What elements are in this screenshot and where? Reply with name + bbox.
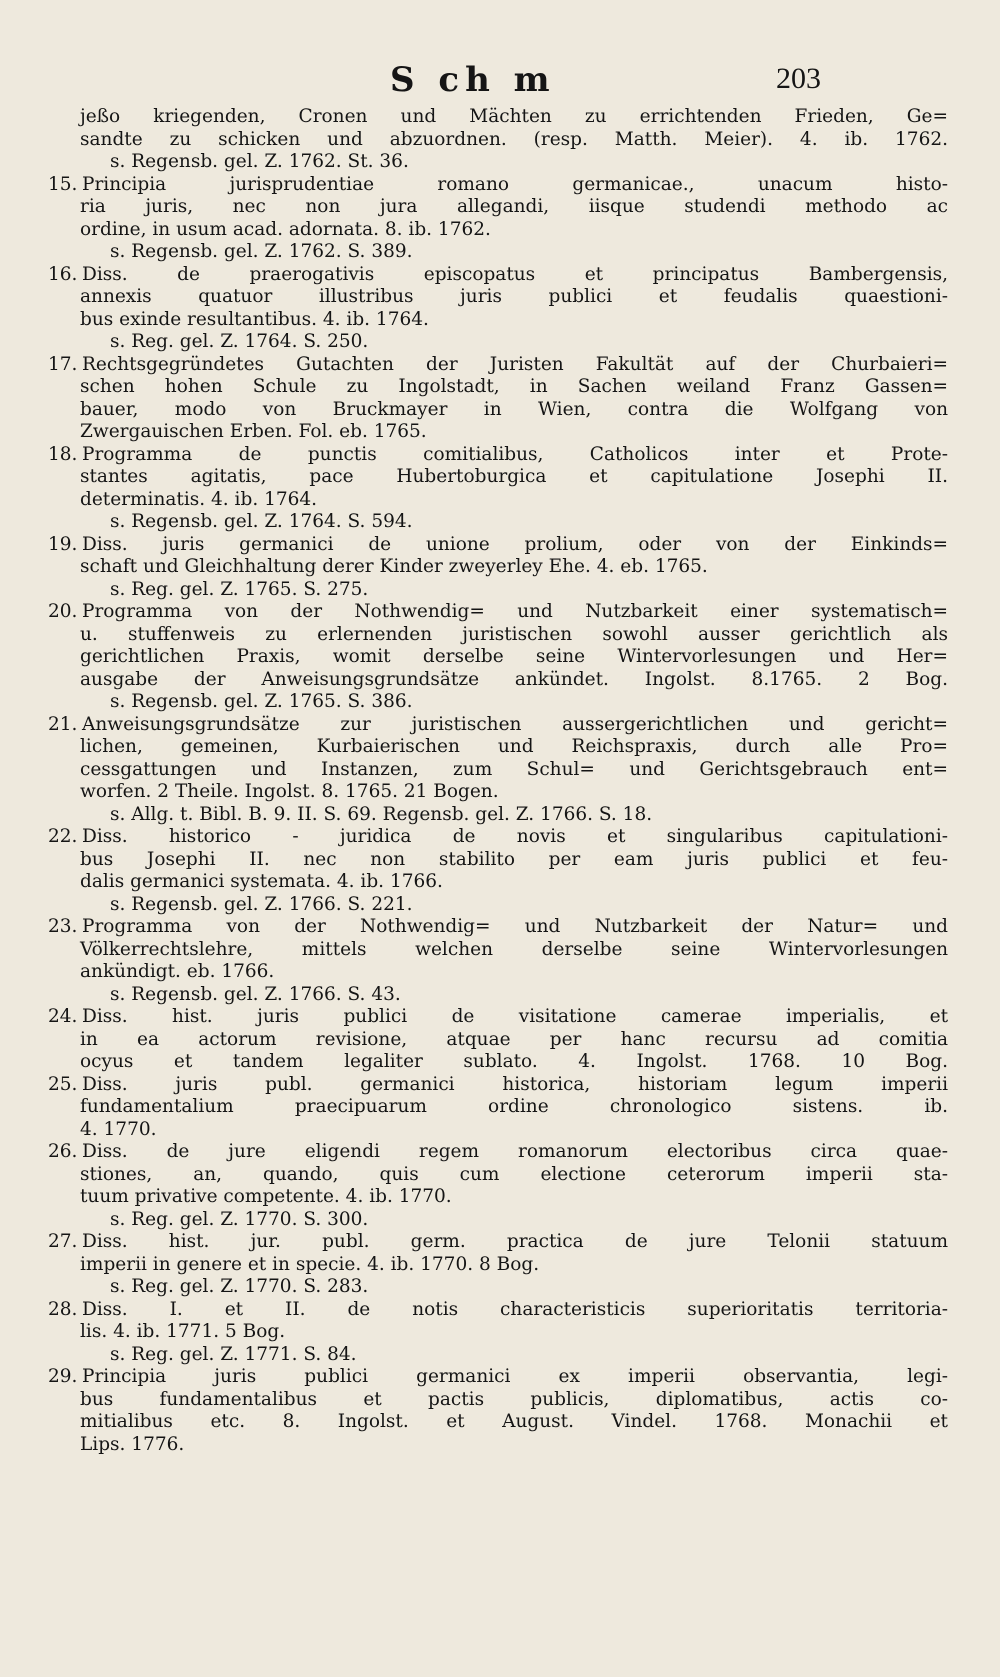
entry-number: 23. xyxy=(48,916,78,937)
entry-line xyxy=(48,421,948,444)
entry-line xyxy=(48,669,948,692)
entry-line xyxy=(48,939,948,962)
line-text: tuum privative competente. 4. ib. 1770. xyxy=(80,1186,452,1207)
line-text: Programma de punctis comitialibus, Catholicos inter et Prote- xyxy=(82,443,948,465)
line-text: ankündigt. eb. 1766. xyxy=(80,961,275,982)
entry-line xyxy=(48,309,948,332)
line-text: 4. 1770. xyxy=(80,1118,157,1140)
line-text: Diss. historico - juridica de novis et singularibus capitulationi- xyxy=(82,826,948,847)
line-text: fundamentalium praecipuarum ordine chronologico sistens. ib. xyxy=(80,1096,948,1117)
entry-number: 29. xyxy=(48,1366,78,1387)
entry-line xyxy=(48,399,948,422)
entry-number: 28. xyxy=(48,1298,78,1320)
line-text: schaft und Gleichhaltung derer Kinder zweyerley Ehe. 4. eb. 1765. xyxy=(80,556,708,577)
line-text: lichen, gemeinen, Kurbaierischen und Reichspraxis, durch alle Pro= xyxy=(80,736,948,757)
entry-line xyxy=(48,286,948,309)
line-text: bus exinde resultantibus. 4. ib. 1764. xyxy=(80,308,429,330)
page-number: 203 xyxy=(776,62,821,95)
line-text: Diss. hist. jur. publ. germ. practica de jure Telonii statuum xyxy=(82,1231,948,1252)
entry-first-line xyxy=(48,264,948,287)
line-text: mitialibus etc. 8. Ingolst. et August. Vindel. 1768. Monachii et xyxy=(80,1411,948,1432)
line-text: s. Allg. t. Bibl. B. 9. II. S. 69. Regensb. gel. Z. 1766. S. 18. xyxy=(110,803,653,825)
line-text: Zwergauischen Erben. Fol. eb. 1765. xyxy=(80,421,427,442)
entry-number: 16. xyxy=(48,263,78,285)
entry-number: 17. xyxy=(48,353,78,375)
entry-number: 27. xyxy=(48,1231,78,1252)
review-citation xyxy=(48,984,948,1007)
line-text: Diss. juris germanici de unione prolium, oder von der Einkinds= xyxy=(82,533,948,555)
page-header xyxy=(0,60,1000,110)
entry-first-line xyxy=(48,1299,948,1322)
entry-line xyxy=(48,466,948,489)
line-text: ria juris, nec non jura allegandi, iisque studendi methodo ac xyxy=(80,196,948,217)
review-citation xyxy=(48,151,948,174)
entry-first-line xyxy=(48,1006,948,1029)
review-citation xyxy=(48,331,948,354)
entry-number: 21. xyxy=(48,713,78,735)
review-citation xyxy=(48,894,948,917)
entry-first-line xyxy=(48,714,948,737)
entry-first-line xyxy=(48,534,948,557)
entry-line xyxy=(48,1411,948,1434)
entry-line xyxy=(48,106,948,129)
review-citation xyxy=(48,1276,948,1299)
entry-first-line xyxy=(48,826,948,849)
entry-line xyxy=(48,1186,948,1209)
line-text: Programma von der Nothwendig= und Nutzbarkeit einer systematisch= xyxy=(82,601,948,622)
entry-line xyxy=(48,759,948,782)
line-text: bauer, modo von Bruckmayer in Wien, contra die Wolfgang von xyxy=(80,398,948,420)
entry-line xyxy=(48,1321,948,1344)
entry-first-line xyxy=(48,1074,948,1097)
line-text: Völkerrechtslehre, mittels welchen derselbe seine Wintervorlesungen xyxy=(80,938,948,960)
line-text: Programma von der Nothwendig= und Nutzbarkeit der Natur= und xyxy=(82,916,948,937)
entry-first-line xyxy=(48,1141,948,1164)
review-citation xyxy=(48,1344,948,1367)
entry-number: 25. xyxy=(48,1073,78,1095)
line-text: s. Regensb. gel. Z. 1762. S. 389. xyxy=(110,241,413,262)
entry-number: 26. xyxy=(48,1141,78,1162)
line-text: Anweisungsgrundsätze zur juristischen aussergerichtlichen und gericht= xyxy=(82,713,948,735)
review-citation xyxy=(48,511,948,534)
line-text: s. Regensb. gel. Z. 1762. St. 36. xyxy=(110,151,409,172)
line-text: in ea actorum revisione, atquae per hanc recursu ad comitia xyxy=(80,1028,948,1050)
line-text: s. Regensb. gel. Z. 1765. S. 386. xyxy=(110,691,413,712)
entry-line xyxy=(48,1164,948,1187)
line-text: determinatis. 4. ib. 1764. xyxy=(80,488,318,510)
line-text: s. Reg. gel. Z. 1764. S. 250. xyxy=(110,331,369,352)
line-text: s. Reg. gel. Z. 1765. S. 275. xyxy=(110,578,369,600)
entry-line xyxy=(48,961,948,984)
entry-line xyxy=(48,1434,948,1457)
entry-first-line xyxy=(48,444,948,467)
line-text: s. Regensb. gel. Z. 1766. S. 43. xyxy=(110,983,401,1005)
entry-line xyxy=(48,1254,948,1277)
line-text: lis. 4. ib. 1771. 5 Bog. xyxy=(80,1321,286,1342)
review-citation xyxy=(48,241,948,264)
entry-line xyxy=(48,624,948,647)
entry-line xyxy=(48,1029,948,1052)
entry-line xyxy=(48,1051,948,1074)
line-text: s. Reg. gel. Z. 1770. S. 283. xyxy=(110,1276,369,1297)
line-text: Lips. 1776. xyxy=(80,1433,185,1455)
line-text: annexis quatuor illustribus juris publici et feudalis quaestioni- xyxy=(80,286,948,307)
line-text: s. Reg. gel. Z. 1771. S. 84. xyxy=(110,1343,357,1365)
line-text: Rechtsgegründetes Gutachten der Juristen Fakultät auf der Churbaieri= xyxy=(82,353,948,375)
entry-line xyxy=(48,489,948,512)
entry-line xyxy=(48,1389,948,1412)
line-text: dalis germanici systemata. 4. ib. 1766. xyxy=(80,871,443,892)
entry-number: 15. xyxy=(48,173,78,195)
line-text: ocyus et tandem legaliter sublato. 4. Ingolst. 1768. 10 Bog. xyxy=(80,1051,948,1072)
line-text: s. Regensb. gel. Z. 1766. S. 221. xyxy=(110,893,413,915)
review-citation xyxy=(48,1209,948,1232)
entry-first-line xyxy=(48,916,948,939)
line-text: ordine, in usum acad. adornata. 8. ib. 1762. xyxy=(80,218,491,240)
review-citation xyxy=(48,691,948,714)
review-citation xyxy=(48,804,948,827)
entry-line xyxy=(48,129,948,152)
line-text: Diss. de praerogativis episcopatus et principatus Bambergensis, xyxy=(82,263,948,285)
entry-line xyxy=(48,376,948,399)
entry-number: 20. xyxy=(48,601,78,622)
entry-line xyxy=(48,736,948,759)
line-text: u. stuffenweis zu erlernenden juristischen sowohl ausser gerichtlich als xyxy=(80,623,948,645)
entry-first-line xyxy=(48,354,948,377)
entry-first-line xyxy=(48,601,948,624)
line-text: jeßo kriegenden, Cronen und Mächten zu errichtenden Frieden, Ge= xyxy=(80,106,948,127)
line-text: Diss. hist. juris publici de visitatione camerae imperialis, et xyxy=(82,1006,948,1027)
entry-line xyxy=(48,1096,948,1119)
line-text: worfen. 2 Theile. Ingolst. 8. 1765. 21 Bogen. xyxy=(80,781,499,802)
entry-line xyxy=(48,1119,948,1142)
line-text: s. Regensb. gel. Z. 1764. S. 594. xyxy=(110,511,413,532)
entry-number: 24. xyxy=(48,1006,78,1027)
line-text: ausgabe der Anweisungsgrundsätze ankündet. Ingolst. 8.1765. 2 Bog. xyxy=(80,668,948,690)
entry-line xyxy=(48,646,948,669)
entry-first-line xyxy=(48,174,948,197)
entry-line xyxy=(48,196,948,219)
entry-number: 19. xyxy=(48,533,78,555)
entry-number: 18. xyxy=(48,443,78,465)
running-head: S ch m xyxy=(390,60,556,100)
entry-line xyxy=(48,849,948,872)
entry-line xyxy=(48,781,948,804)
line-text: Principia jurisprudentiae romano germanicae., unacum histo- xyxy=(82,173,948,195)
line-text: cessgattungen und Instanzen, zum Schul= und Gerichtsgebrauch ent= xyxy=(80,758,948,780)
review-citation xyxy=(48,579,948,602)
line-text: Diss. juris publ. germanici historica, historiam legum imperii xyxy=(82,1073,948,1095)
bibliography-list xyxy=(48,106,948,1456)
line-text: bus fundamentalibus et pactis publicis, diplomatibus, actis co- xyxy=(80,1388,948,1410)
entry-number: 22. xyxy=(48,826,78,847)
line-text: schen hohen Schule zu Ingolstadt, in Sachen weiland Franz Gassen= xyxy=(80,376,948,397)
line-text: stantes agitatis, pace Hubertoburgica et capitulatione Josephi II. xyxy=(80,466,948,487)
line-text: imperii in genere et in specie. 4. ib. 1770. 8 Bog. xyxy=(80,1253,540,1275)
line-text: Diss. I. et II. de notis characteristicis superioritatis territoria- xyxy=(82,1298,948,1320)
line-text: bus Josephi II. nec non stabilito per eam juris publici et feu- xyxy=(80,848,948,870)
entry-first-line xyxy=(48,1366,948,1389)
entry-first-line xyxy=(48,1231,948,1254)
line-text: gerichtlichen Praxis, womit derselbe seine Wintervorlesungen und Her= xyxy=(80,646,948,667)
entry-line xyxy=(48,556,948,579)
line-text: s. Reg. gel. Z. 1770. S. 300. xyxy=(110,1208,369,1230)
entry-line xyxy=(48,871,948,894)
entry-line xyxy=(48,219,948,242)
line-text: Diss. de jure eligendi regem romanorum electoribus circa quae- xyxy=(82,1141,948,1162)
line-text: Principia juris publici germanici ex imperii observantia, legi- xyxy=(82,1366,948,1387)
line-text: stiones, an, quando, quis cum electione ceterorum imperii sta- xyxy=(80,1163,948,1185)
line-text: sandte zu schicken und abzuordnen. (resp. Matth. Meier). 4. ib. 1762. xyxy=(80,128,948,150)
